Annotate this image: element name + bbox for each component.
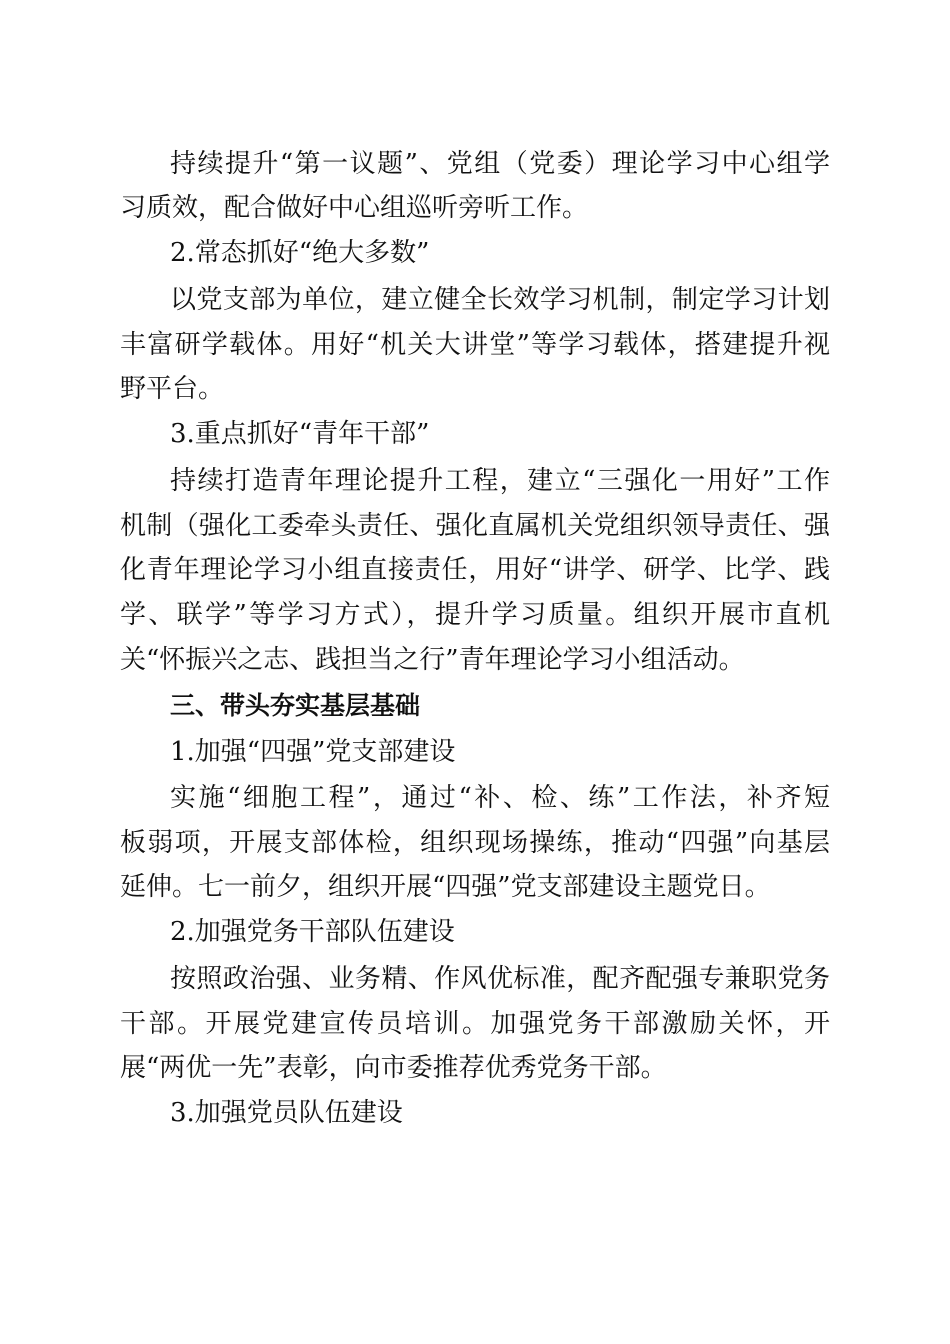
paragraph-line: 习质效，配合做好中心组巡听旁听工作。 [120,193,589,223]
paragraph-line: 化青年理论学习小组直接责任，用好“讲学、研学、比学、践 [120,555,830,585]
subheading-2: 2.常态抓好“绝大多数” [170,238,430,268]
subheading-3: 3.加强党员队伍建设 [170,1098,403,1128]
paragraph-line: 野平台。 [120,374,225,404]
paragraph-line: 机制（强化工委牵头责任、强化直属机关党组织领导责任、强 [120,511,830,541]
paragraph-line: 以党支部为单位，建立健全长效学习机制，制定学习计划 [170,285,830,315]
paragraph-line: 板弱项，开展支部体检，组织现场操练，推动“四强”向基层 [120,828,830,858]
section-heading: 三、带头夯实基层基础 [170,691,421,720]
subheading-3: 3.重点抓好“青年干部” [170,419,430,449]
paragraph-line: 学、联学”等学习方式），提升学习质量。组织开展市直机 [120,600,830,630]
paragraph-line: 展“两优一先”表彰，向市委推荐优秀党务干部。 [120,1053,667,1083]
subheading-2: 2.加强党务干部队伍建设 [170,917,455,947]
paragraph-line: 实施“细胞工程”，通过“补、检、练”工作法，补齐短 [170,783,830,813]
paragraph-line: 关“怀振兴之志、践担当之行”青年理论学习小组活动。 [120,645,745,675]
paragraph-line: 丰富研学载体。用好“机关大讲堂”等学习载体，搭建提升视 [120,330,830,360]
paragraph-line: 持续打造青年理论提升工程，建立“三强化一用好”工作 [170,466,830,496]
subheading-1: 1.加强“四强”党支部建设 [170,737,456,767]
paragraph-line: 延伸。七一前夕，组织开展“四强”党支部建设主题党日。 [120,872,771,902]
paragraph-line: 持续提升“第一议题”、党组（党委）理论学习中心组学 [170,149,830,179]
paragraph-line: 干部。开展党建宣传员培训。加强党务干部激励关怀，开 [120,1009,830,1039]
paragraph-line: 按照政治强、业务精、作风优标准，配齐配强专兼职党务 [170,964,830,994]
